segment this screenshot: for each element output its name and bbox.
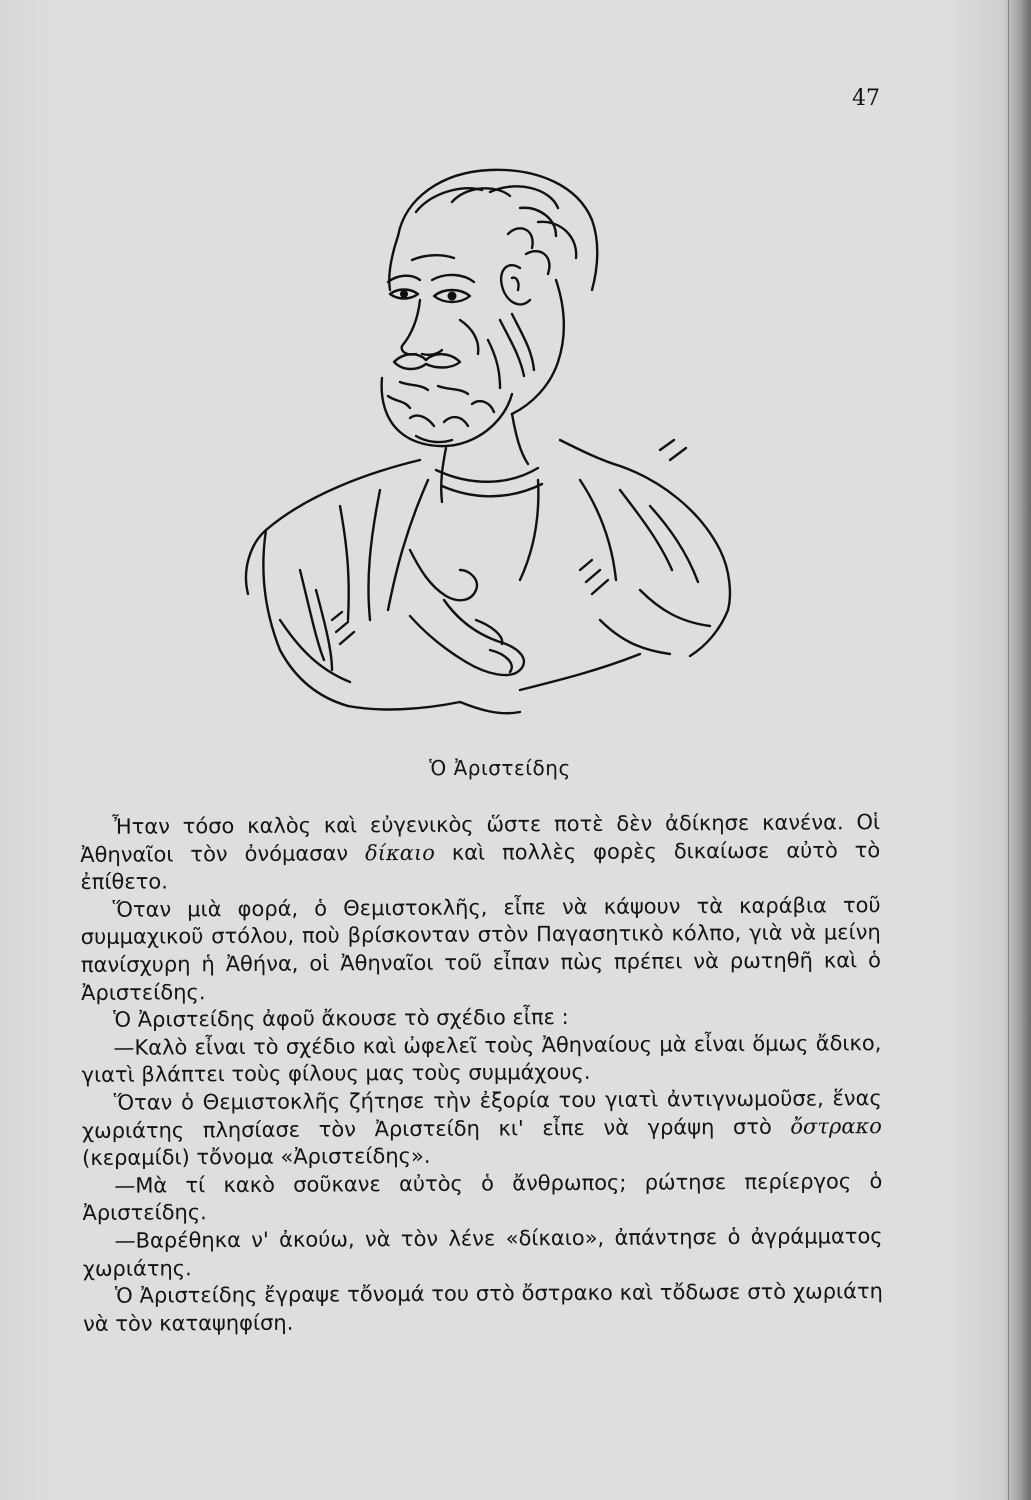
- paragraph: Ὅταν μιὰ φορά, ὁ Θεμιστοκλῆς, εἶπε νὰ κάψουν τὰ καράβια τοῦ συμμαχικοῦ στόλου, ποὺ βρίσκονταν στὸν Παγασητικὸ κόλπο, γιὰ νὰ μείνη πανίσχυρη ἡ Ἀθήνα, οἱ Ἀθηναῖοι τοῦ εἶπαν πὼς πρέπει νὰ ρωτηθῆ καὶ ὁ Ἀριστείδης.: [80, 892, 881, 1005]
- aristides-portrait-illustration: [220, 150, 760, 730]
- paragraph: Ἦταν τόσο καλὸς καὶ εὐγενικὸς ὥστε ποτὲ δὲν ἀδίκησε κανένα. Οἱ Ἀθηναῖοι τὸν ὀνόμασαν δίκαιο καὶ πολλὲς φορὲς δικαίωσε αὐτὸ τὸ ἐπίθετο.: [80, 810, 881, 895]
- paragraph: —Καλὸ εἶναι τὸ σχέδιο καὶ ὠφελεῖ τοὺς Ἀθηναίους μὰ εἶναι ὅμως ἄδικο, γιατὶ βλάπτει τοὺς φίλους μας τοὺς συμμάχους.: [81, 1030, 882, 1088]
- paragraph: Ὅταν ὁ Θεμιστοκλῆς ζήτησε τὴν ἐξορία του γιατὶ ἀντιγνωμοῦσε, ἕνας χωριάτης πλησίασε τὸν Ἀριστείδη κι' εἶπε νὰ γράψη στὸ ὄστρακο (κεραμίδι) τὄνομα «Ἀριστείδης».: [81, 1086, 882, 1171]
- paragraph: —Μὰ τί κακὸ σοῦκανε αὐτὸς ὁ ἄνθρωπος; ρώτησε περίεργος ὁ Ἀριστείδης.: [82, 1168, 883, 1226]
- body-text: [80, 809, 883, 1338]
- page-number: 47: [852, 86, 880, 111]
- paragraph: Ὁ Ἀριστείδης ἀφοῦ ἄκουσε τὸ σχέδιο εἶπε :: [113, 1005, 569, 1032]
- paragraph: Ὁ Ἀριστείδης ἔγραψε τὄνομά του στὸ ὄστρακο καὶ τὄδωσε στὸ χωριάτη νὰ τὸν καταψηφίση.: [83, 1279, 884, 1336]
- page-edge-line: [1008, 0, 1009, 1500]
- paragraph: —Βαρέθηκα ν' ἀκούω, νὰ τὸν λένε «δίκαιο», ἀπάντησε ὁ ἀγράμματος χωριάτης.: [82, 1224, 883, 1281]
- illustration-caption: Ὁ Ἀριστείδης: [429, 756, 571, 780]
